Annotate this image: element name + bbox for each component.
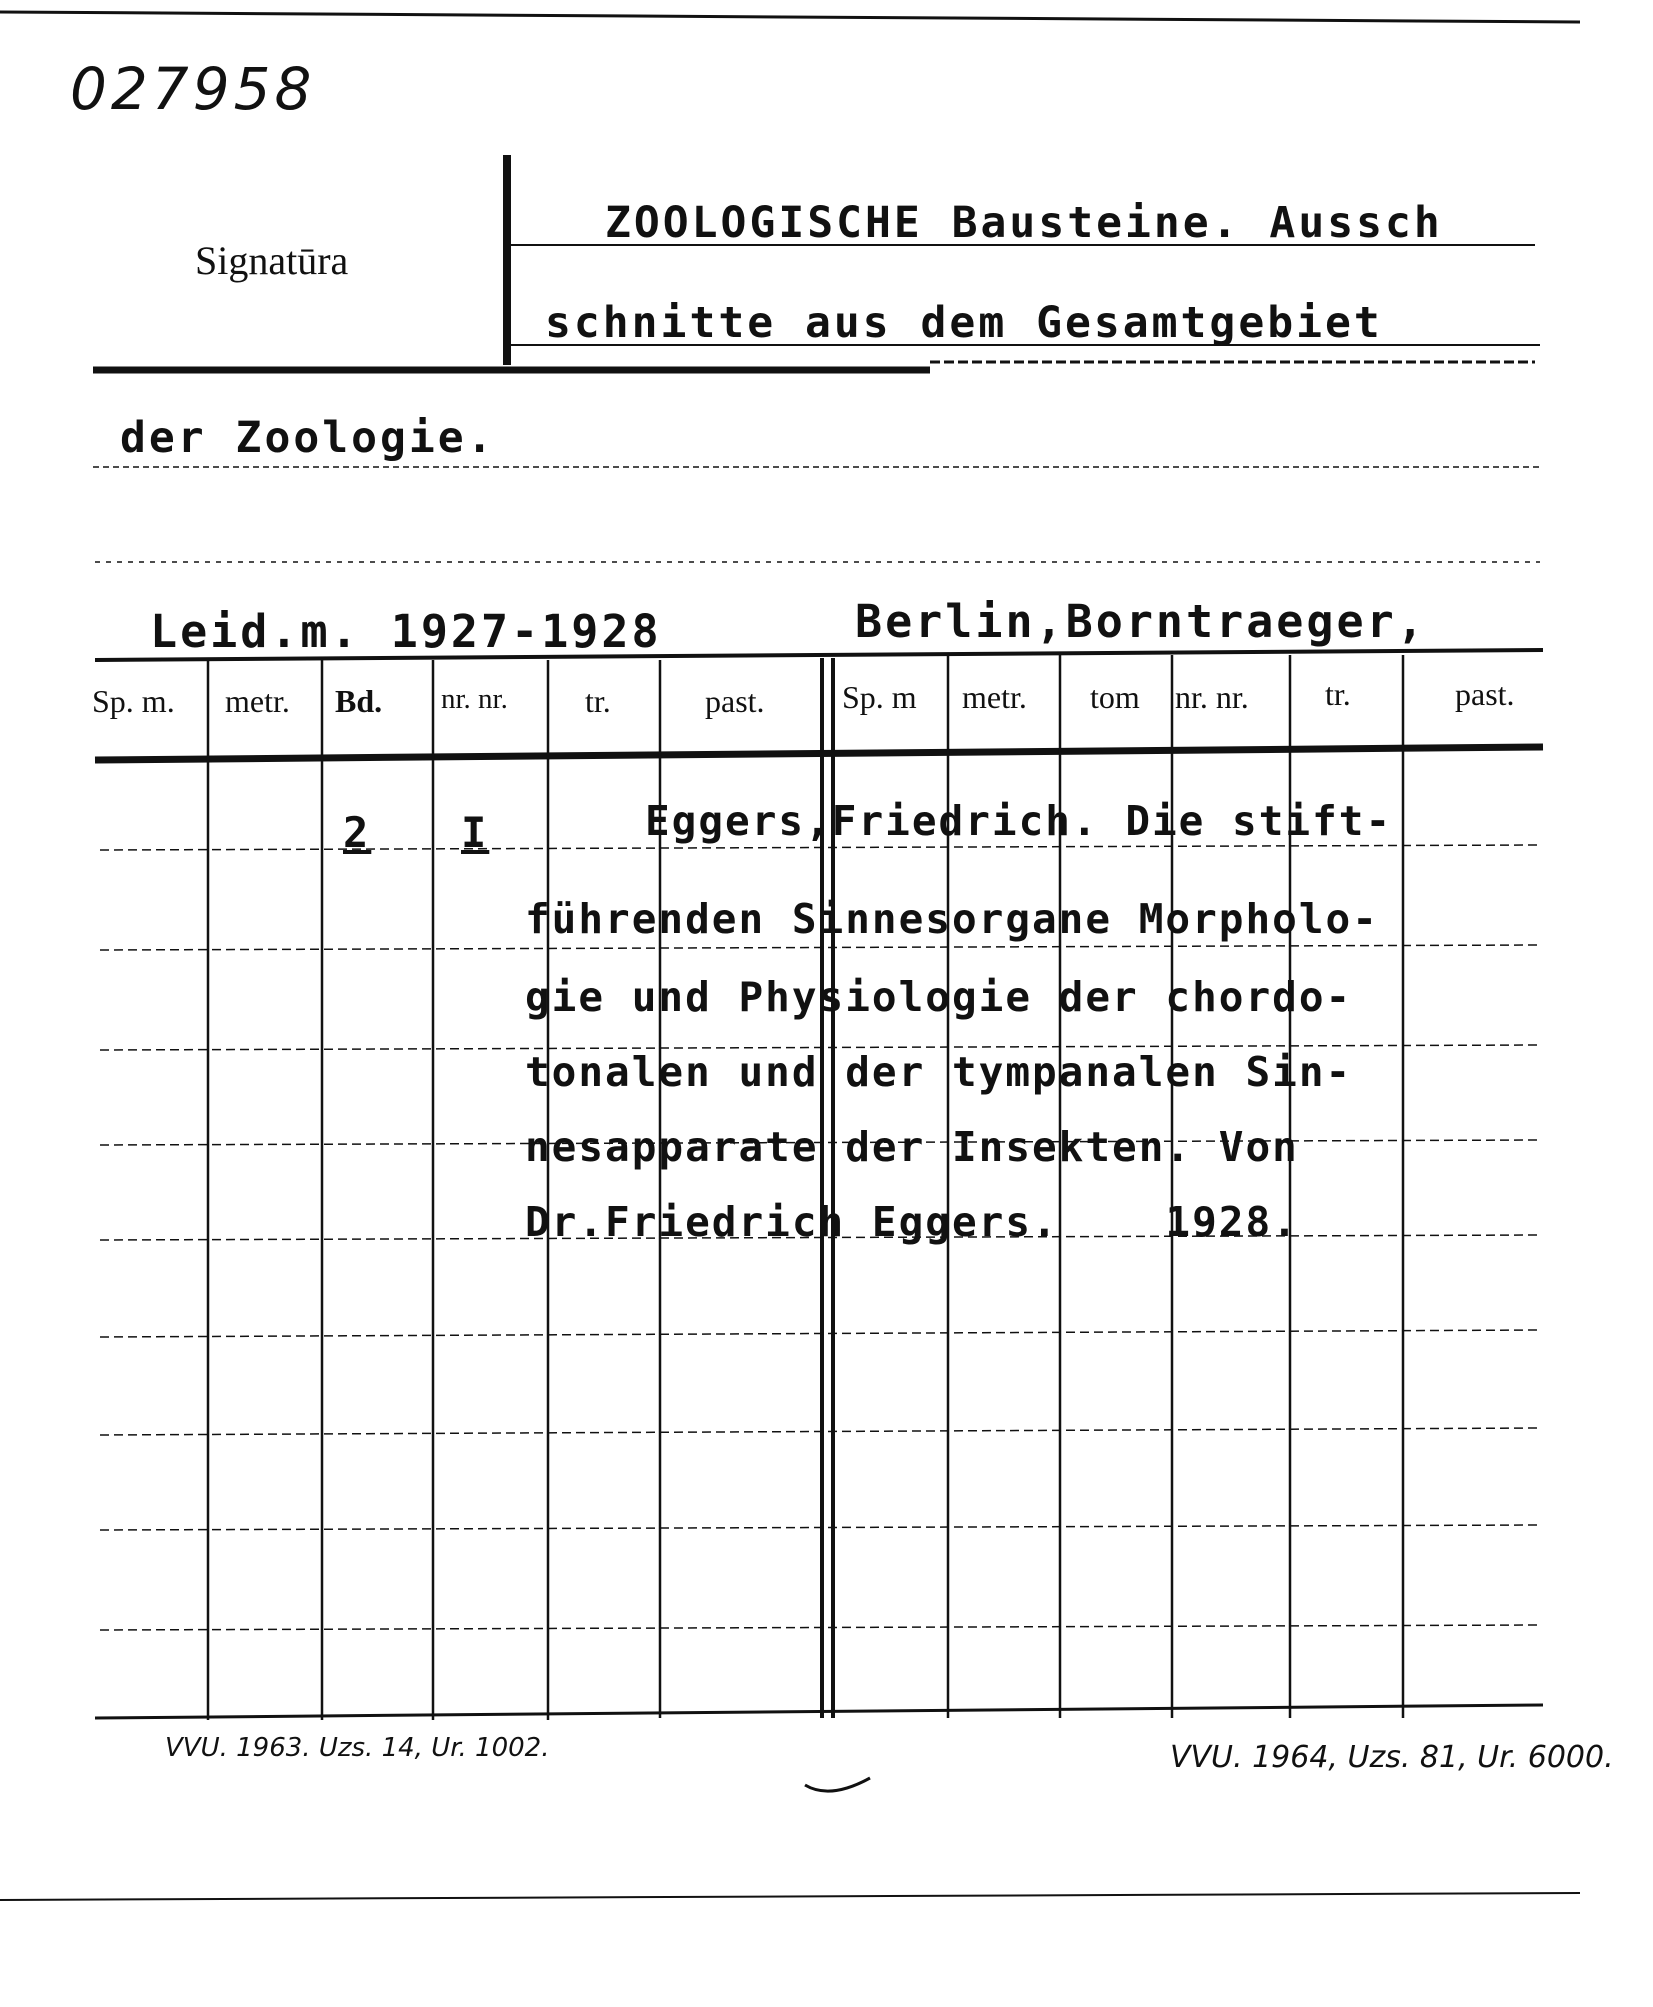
header-left-metr: metr. <box>225 683 290 719</box>
title-line-1: ZOOLOGISCHE Bausteine. Aussch <box>605 198 1443 248</box>
header-left-bd: Bd. <box>335 683 383 719</box>
entry-number: I <box>461 808 490 857</box>
imprint-place-date: Leid.m. 1927-1928 <box>150 605 662 658</box>
header-left-nr-nr: nr. nr. <box>441 683 508 715</box>
footer-note-right: VVU. 1964, Uzs. 81, Ur. 6000. <box>1170 1740 1614 1775</box>
header-left-tr: tr. <box>585 683 611 719</box>
entry-line-3: gie und Physiologie der chordo- <box>525 973 1353 1021</box>
title-line-2: schnitte aus dem Gesamtgebiet <box>545 298 1383 348</box>
header-left-past: past. <box>705 683 765 719</box>
header-right-tom: tom <box>1090 679 1140 715</box>
entry-volume: 2 <box>343 808 372 857</box>
header-right-tr: tr. <box>1325 676 1351 712</box>
title-line-3: der Zoologie. <box>120 413 496 463</box>
entry-line-2: führenden Sinnesorgane Morpholo- <box>525 895 1379 943</box>
entry-line-1: Eggers,Friedrich. Die stift- <box>645 797 1393 845</box>
footer-note-left: VVU. 1963. Uzs. 14, Ur. 1002. <box>165 1733 550 1763</box>
entry-line-5: nesapparate der Insekten. Von <box>525 1123 1299 1171</box>
header-right-past: past. <box>1455 676 1515 712</box>
imprint-publisher: Berlin,Borntraeger, <box>855 595 1427 648</box>
entry-line-6: Dr.Friedrich Eggers. 1928. <box>525 1198 1299 1246</box>
header-left-sp-m: Sp. m. <box>92 683 175 719</box>
signatura-label: Signatūra <box>195 238 349 283</box>
header-right-metr: metr. <box>962 679 1027 715</box>
card-number: 027958 <box>70 55 316 123</box>
entry-line-4: tonalen und der tympanalen Sin- <box>525 1048 1353 1096</box>
header-right-nr-nr: nr. nr. <box>1175 679 1249 715</box>
header-right-sp-m: Sp. m <box>842 679 917 715</box>
